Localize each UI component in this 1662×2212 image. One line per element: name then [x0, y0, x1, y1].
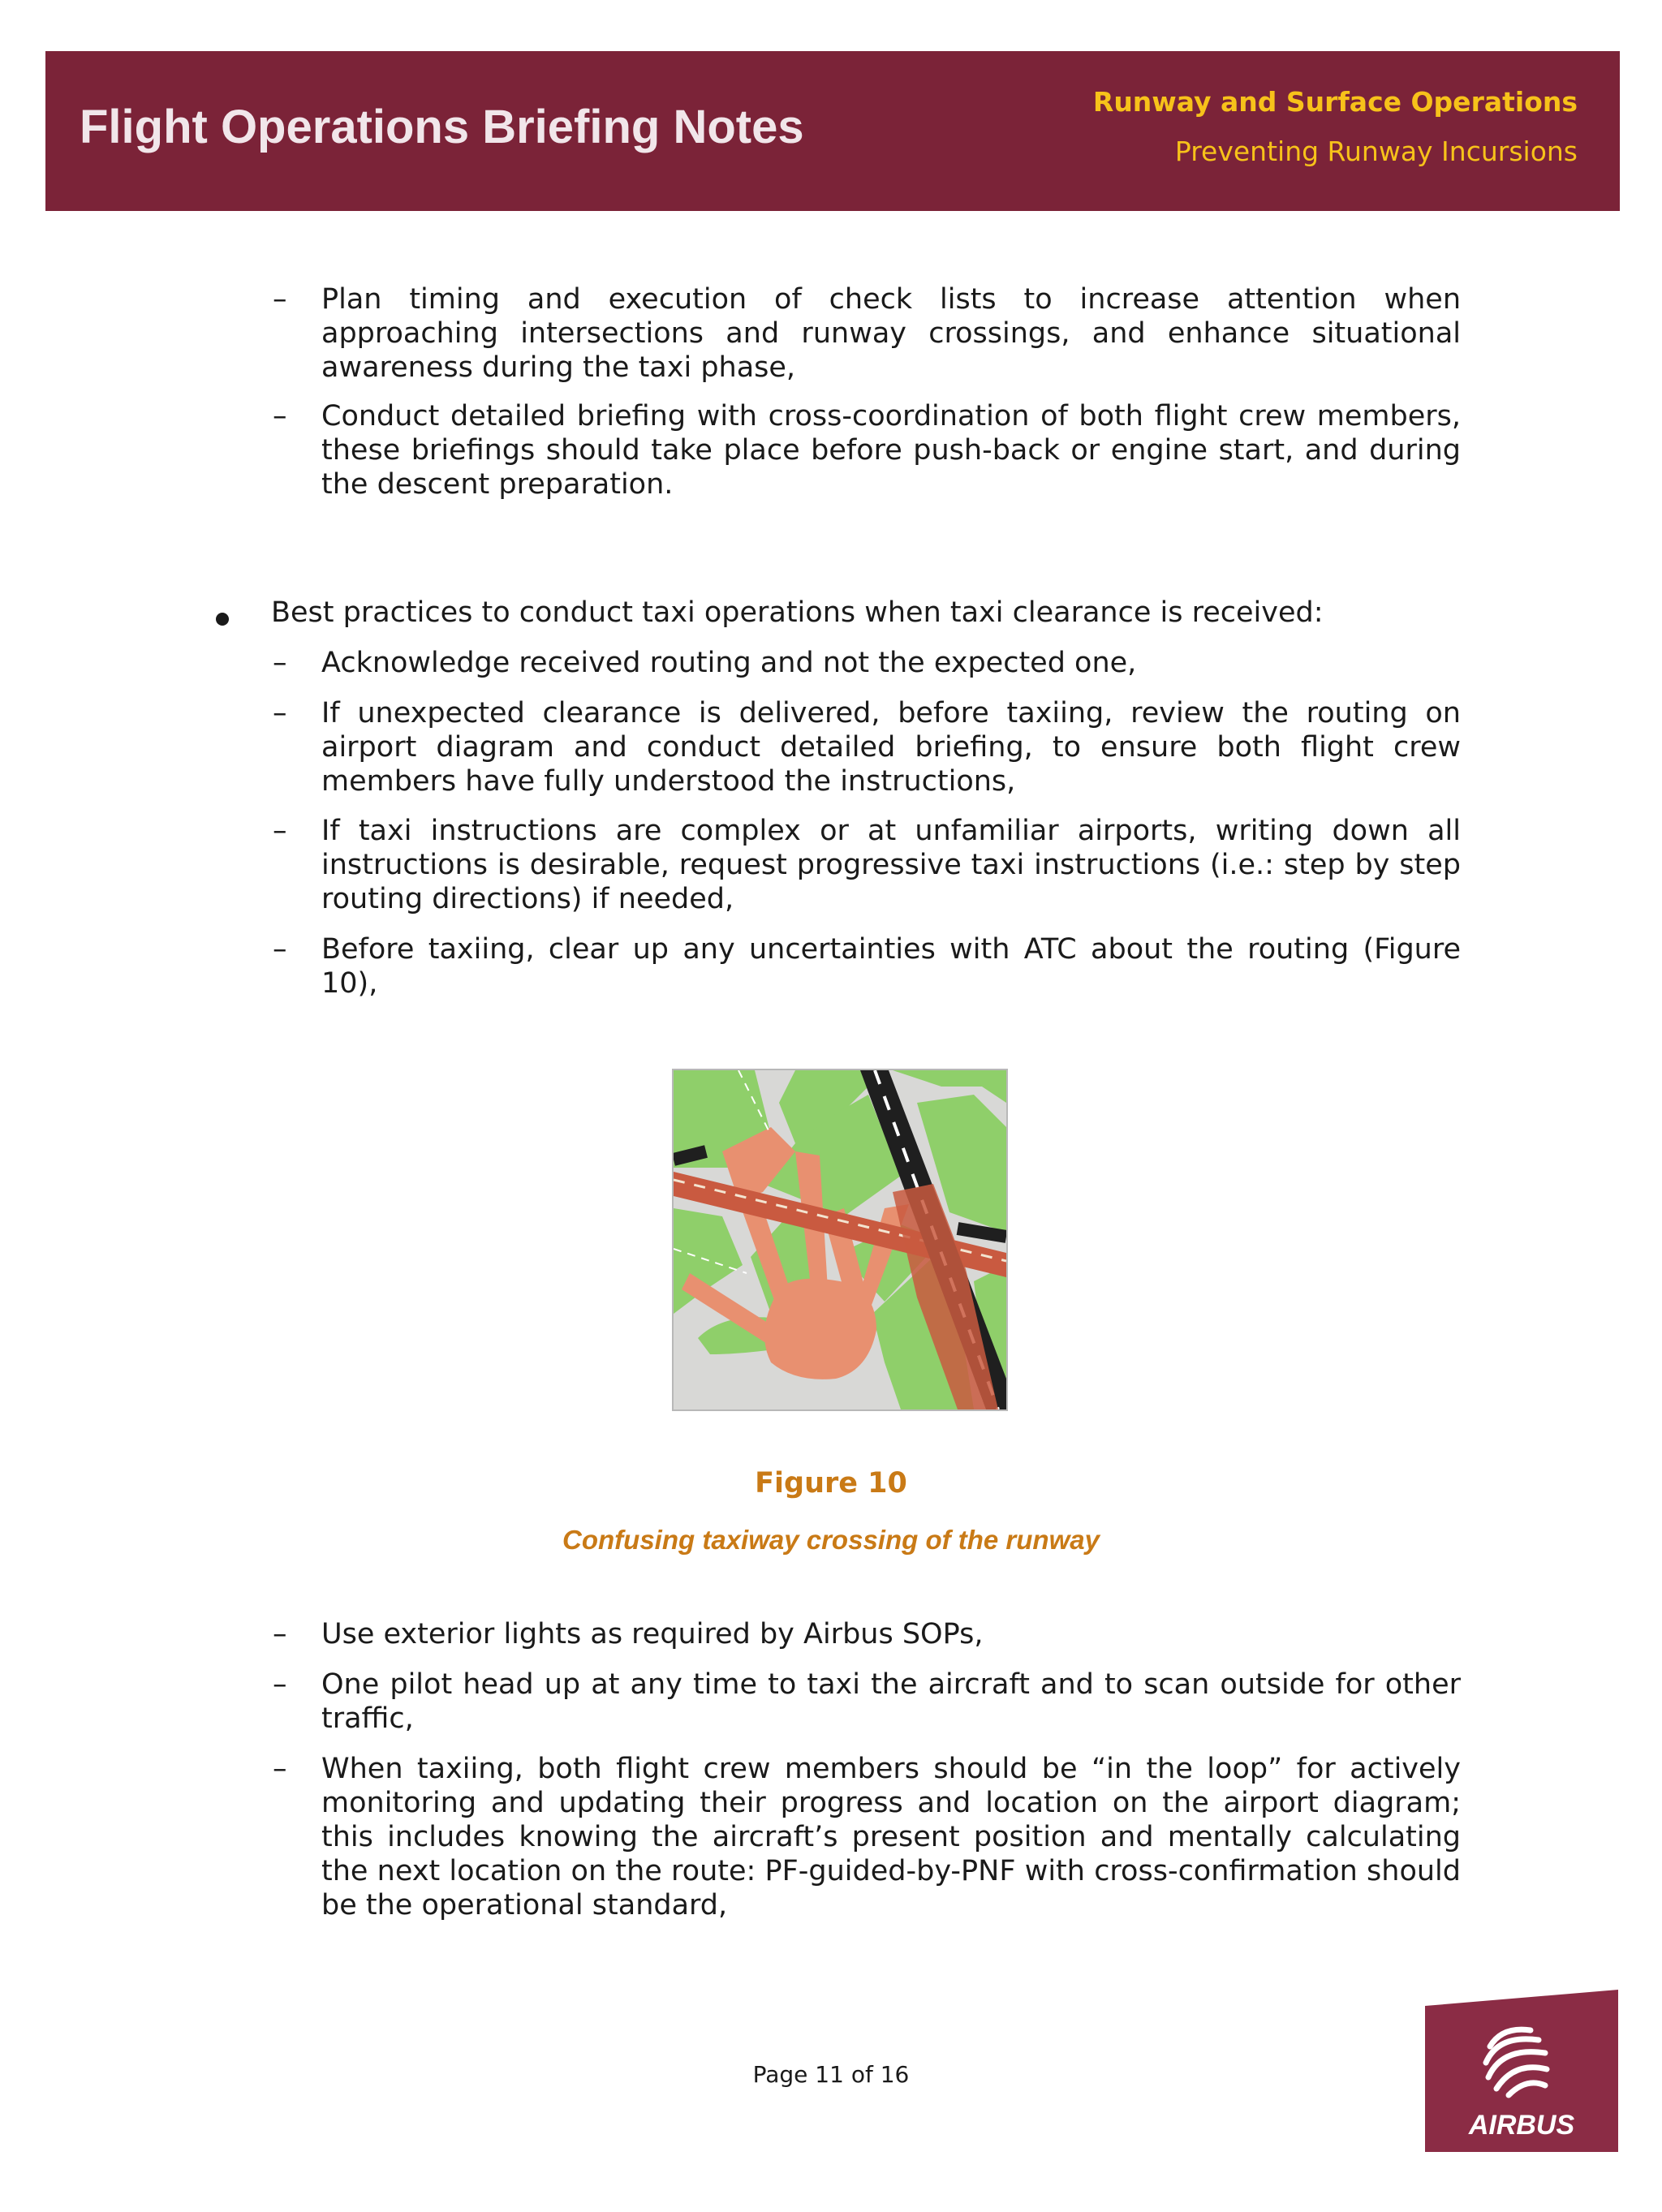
dash-marker: –: [273, 815, 287, 847]
list-item: One pilot head up at any time to taxi the aircraft and to scan outside for other traffic,: [321, 1668, 1461, 1735]
list-item: Use exterior lights as required by Airbus SOPs,: [321, 1618, 984, 1650]
dash-marker: –: [273, 1668, 287, 1701]
list-item: Conduct detailed briefing with cross-coordination of both flight crew members, these briefings should take place before push-back or engine start, and during the descent preparation.: [321, 400, 1461, 501]
dash-marker: –: [273, 1618, 287, 1650]
document-title: Flight Operations Briefing Notes: [80, 101, 804, 153]
bullet-marker: [216, 613, 229, 626]
dash-marker: –: [273, 697, 287, 729]
bullet-heading: Best practices to conduct taxi operations when taxi clearance is received:: [271, 596, 1324, 629]
list-item: Plan timing and execution of check lists to increase attention when approaching intersections and runway crossings, and enhance situational awareness during the taxi phase,: [321, 283, 1461, 384]
section-title: Runway and Surface Operations: [1092, 86, 1578, 118]
dash-marker: –: [273, 1753, 287, 1785]
dash-marker: –: [273, 647, 287, 679]
dash-marker: –: [273, 400, 287, 433]
list-item: When taxiing, both flight crew members should be “in the loop” for actively monitoring and updating their progress and location on the airport diagram; this includes knowing the aircraft’s present position and mentally calculating the next location on the route: PF-guided-by-PNF with cross-confirmation should be the operational standard,: [321, 1753, 1461, 1922]
logo-text: AIRBUS: [1468, 2110, 1575, 2141]
figure-caption: Confusing taxiway crossing of the runway: [562, 1525, 1100, 1555]
taxiway-diagram-image: [672, 1069, 1008, 1411]
list-item: Acknowledge received routing and not the expected one,: [321, 647, 1137, 679]
subsection-title: Preventing Runway Incursions: [1174, 136, 1578, 167]
list-item: If unexpected clearance is delivered, before taxiing, review the routing on airport diagram and conduct detailed briefing, to ensure both flight crew members have fully understood the instructions,: [321, 697, 1461, 798]
page-number: Page 11 of 16: [752, 2061, 910, 2088]
figure-label: Figure 10: [755, 1467, 907, 1500]
airbus-logo: [1425, 1990, 1618, 2152]
list-item: Before taxiing, clear up any uncertainties with ATC about the routing (Figure 10),: [321, 933, 1461, 1000]
list-item: If taxi instructions are complex or at unfamiliar airports, writing down all instructions is desirable, request progressive taxi instructions (i.e.: step by step routing directions) if needed,: [321, 815, 1461, 915]
page-header: [45, 51, 1620, 211]
dash-marker: –: [273, 283, 287, 316]
dash-marker: –: [273, 933, 287, 966]
